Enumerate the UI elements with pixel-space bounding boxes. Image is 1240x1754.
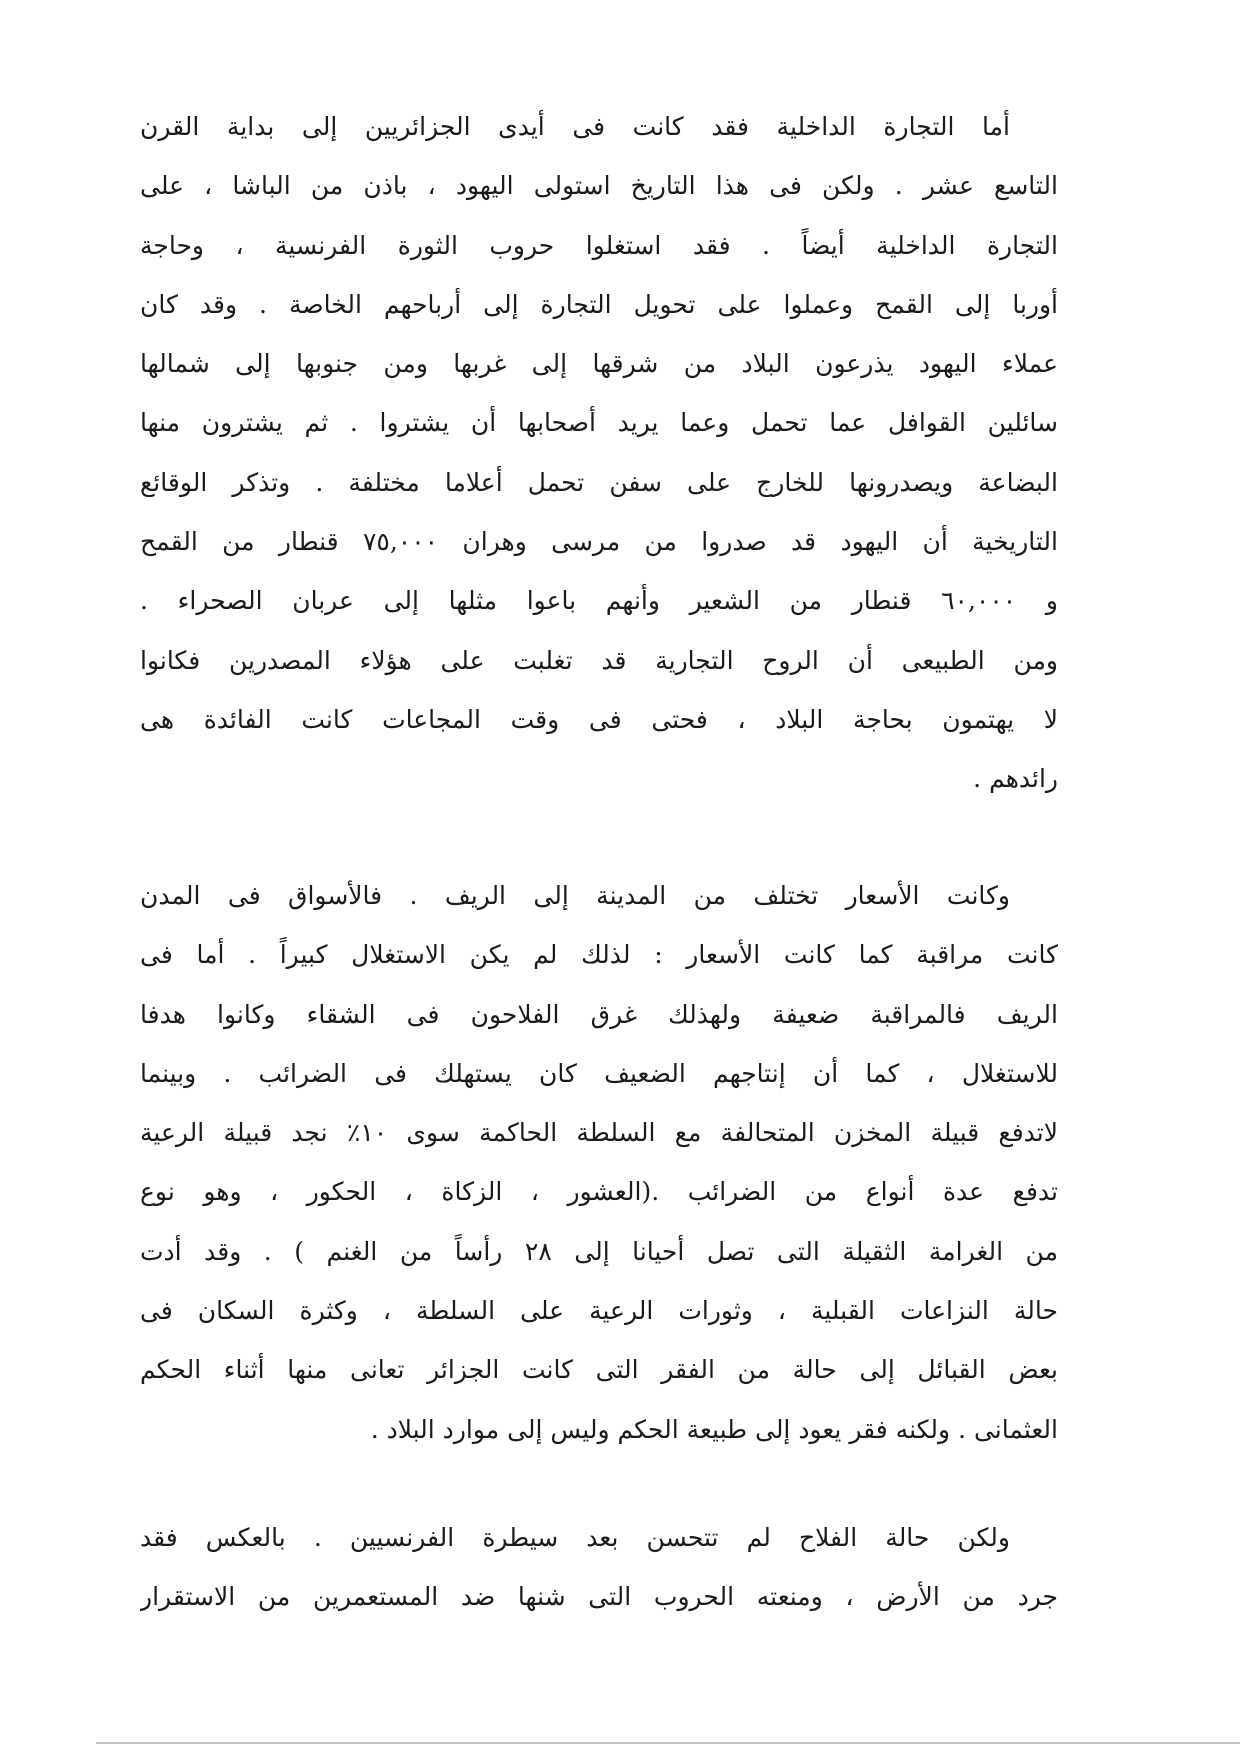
paragraph-2 bbox=[140, 866, 1058, 1459]
text-line: بعض القبائل إلى حالة من الفقر التى كانت الجزائر تعانى منها أثناء الحكم bbox=[140, 1355, 1058, 1385]
text-line: للاستغلال ، كما أن إنتاجهم الضعيف كان يستهلك فى الضرائب . وبينما bbox=[140, 1058, 1058, 1088]
text-line: وكانت الأسعار تختلف من المدينة إلى الريف . فالأسواق فى المدن bbox=[140, 881, 1010, 910]
text-line: تدفع عدة أنواع من الضرائب .(العشور ، الزكاة ، الحكور ، وهو نوع bbox=[140, 1177, 1058, 1207]
text-line: رائدهم . bbox=[973, 764, 1058, 794]
text-line: جرد من الأرض ، ومنعته الحروب التى شنها ضد المستعمرين من الاستقرار bbox=[140, 1582, 1058, 1612]
text-line: العثمانى . ولكنه فقر يعود إلى طبيعة الحكم وليس إلى موارد البلاد . bbox=[370, 1414, 1058, 1444]
text-line: من الغرامة الثقيلة التى تصل أحيانا إلى ٢٨ رأساً من الغنم ) . وقد أدت bbox=[140, 1236, 1058, 1266]
text-line: ومن الطبيعى أن الروح التجارية قد تغلبت على هؤلاء المصدرين فكانوا bbox=[140, 645, 1058, 675]
text-line: كانت مراقبة كما كانت الأسعار : لذلك لم يكن الاستغلال كبيراً . أما فى bbox=[140, 940, 1058, 970]
text-line: حالة النزاعات القبلية ، وثورات الرعية على السلطة ، وكثرة السكان فى bbox=[140, 1296, 1058, 1326]
text-line: عملاء اليهود يذرعون البلاد من شرقها إلى غربها ومن جنوبها إلى شمالها bbox=[140, 349, 1058, 379]
text-line: الريف فالمراقبة ضعيفة ولهذلك غرق الفلاحون فى الشقاء وكانوا هدفا bbox=[140, 999, 1058, 1029]
text-line: ولكن حالة الفلاح لم تتحسن بعد سيطرة الفرنسيين . بالعكس فقد bbox=[140, 1523, 1010, 1552]
text-line: لا يهتمون بحاجة البلاد ، فحتى فى وقت المجاعات كانت الفائدة هى bbox=[140, 704, 1058, 734]
paragraph-1 bbox=[140, 97, 1058, 809]
paragraph-3 bbox=[140, 1508, 1058, 1627]
text-line: و ٦٠,٠٠٠ قنطار من الشعير وأنهم باعوا مثلها إلى عربان الصحراء . bbox=[140, 586, 1058, 616]
text-line: أما التجارة الداخلية فقد كانت فى أيدى الجزائريين إلى بداية القرن bbox=[140, 112, 1010, 141]
text-line: البضاعة ويصدرونها للخارج على سفن تحمل أعلاما مختلفة . وتذكر الوقائع bbox=[140, 467, 1058, 497]
text-line: التاريخية أن اليهود قد صدروا من مرسى وهران ٧٥,٠٠٠ قنطار من القمح bbox=[140, 527, 1058, 557]
page-bottom-divider bbox=[96, 1742, 1240, 1744]
text-line: التاسع عشر . ولكن فى هذا التاريخ استولى اليهود ، باذن من الباشا ، على bbox=[140, 171, 1058, 201]
text-line: لاتدفع قبيلة المخزن المتحالفة مع السلطة الحاكمة سوى ١٠٪ نجد قبيلة الرعية bbox=[140, 1118, 1058, 1148]
text-line: التجارة الداخلية أيضاً . فقد استغلوا حروب الثورة الفرنسية ، وحاجة bbox=[140, 230, 1058, 260]
text-line: أوربا إلى القمح وعملوا على تحويل التجارة إلى أرباحهم الخاصة . وقد كان bbox=[140, 289, 1058, 319]
text-line: سائلين القوافل عما تحمل وعما يريد أصحابها أن يشتروا . ثم يشترون منها bbox=[140, 408, 1058, 438]
